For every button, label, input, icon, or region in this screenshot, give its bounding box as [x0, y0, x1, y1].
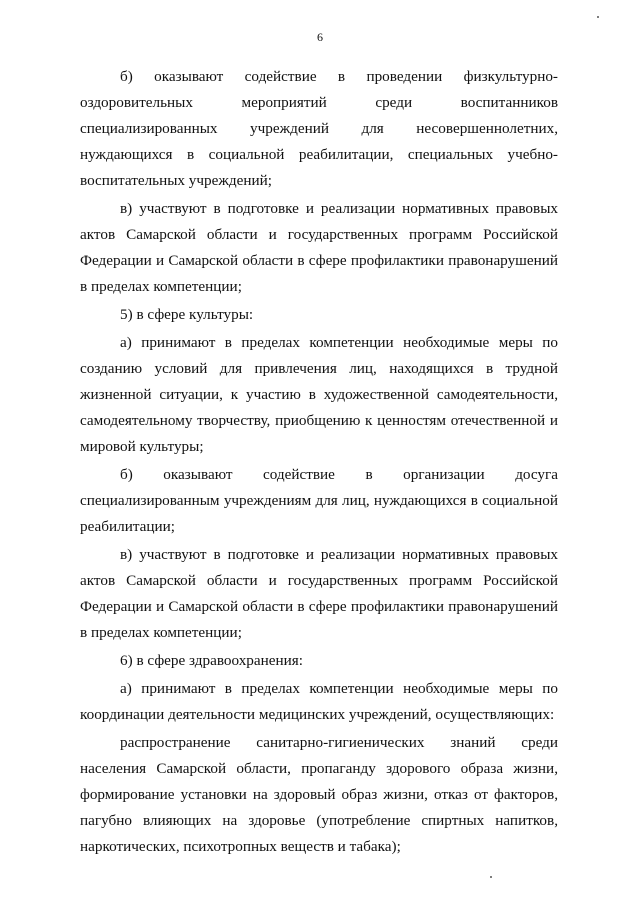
paragraph-sport-v: в) участвуют в подготовке и реализации нормативных правовых актов Самарской области и государственных программ Российской Федерации и Самарской области в сфере профилактики правонарушений в пределах компетенции; — [80, 200, 558, 295]
section-heading-culture: 5) в сфере культуры: — [120, 306, 254, 323]
paragraph-culture-v: в) участвуют в подготовке и реализации нормативных правовых актов Самарской области и государственных программ Российской Федерации и Самарской области в сфере профилактики правонарушений в пределах компетенции; — [80, 546, 558, 641]
document-body — [80, 64, 558, 860]
scan-speck — [597, 16, 599, 18]
paragraph-health-a: а) принимают в пределах компетенции необходимые меры по координации деятельности медицинских учреждений, осуществляющих: — [80, 680, 558, 723]
page-number: 6 — [317, 30, 323, 44]
paragraph-culture-b: б) оказывают содействие в организации досуга специализированным учреждениям для лиц, нуждающихся в социальной реабилитации; — [80, 466, 558, 535]
paragraph-culture-a: а) принимают в пределах компетенции необходимые меры по созданию условий для привлечения лиц, находящихся в трудной жизненной ситуации, к участию в художественной самодеятельности, самодеятельному творчеству, приобщению к ценностям отечественной и мировой культуры; — [80, 334, 558, 455]
section-heading-health: 6) в сфере здравоохранения: — [120, 652, 303, 669]
paragraph-health-list-item: распространение санитарно-гигиенических знаний среди населения Самарской области, пропаганду здорового образа жизни, формирование установки на здоровый образ жизни, отказ от факторов, пагубно влияющих на здоровье (употребление спиртных напитков, наркотических, психотропных веществ и табака); — [80, 734, 558, 855]
scan-speck — [490, 876, 492, 878]
paragraph-sport-b: б) оказывают содействие в проведении физкультурно-оздоровительных мероприятий среди воспитанников специализированных учреждений для несовершеннолетних, нуждающихся в социальной реабилитации, специальных учебно-воспитательных учреждений; — [80, 68, 558, 189]
